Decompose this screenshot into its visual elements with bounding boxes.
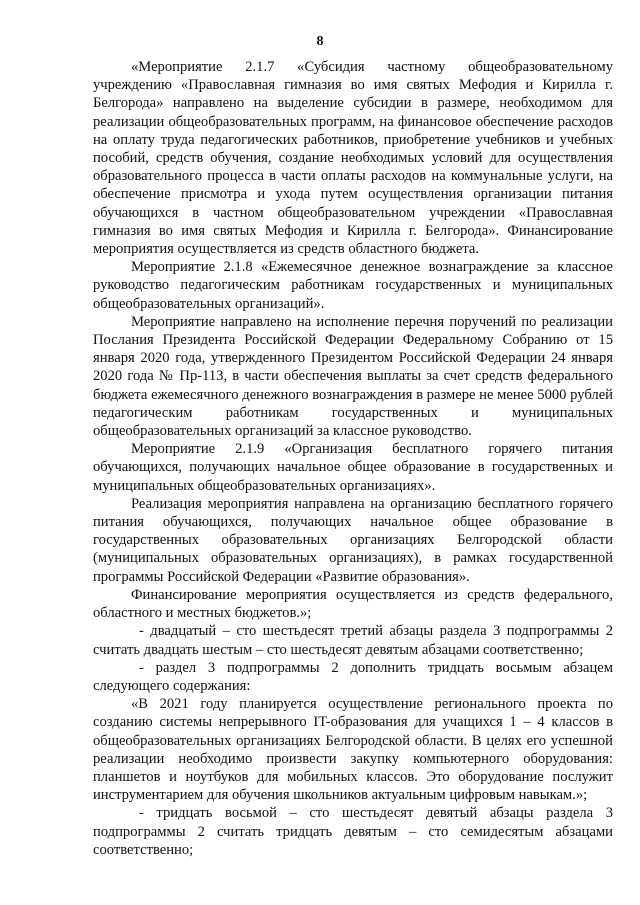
document-body (93, 58, 613, 859)
paragraph-measure-2-1-7: «Мероприятие 2.1.7 «Субсидия частному общеобразовательному учреждению «Православная гимназия во имя святых Мефодия и Кирилла г. Белгорода» направлено на выделение субсидии в размере, необходимом для реализации общеобразовательных программ, на финансовое обеспечение расходов на оплату труда педагогических работников, приобретение учебников и учебных пособий, средств обучения, создание необходимых условий для осуществления образовательного процесса в части оплаты расходов на коммунальные услуги, на обеспечение присмотра и ухода путем осуществления организации питания обучающихся в частном общеобразовательном учреждении «Православная гимназия во имя святых Мефодия и Кирилла г. Белгорода». Финансирование мероприятия осуществляется из средств областного бюджета. (93, 59, 613, 258)
paragraph-measure-2-1-9-title: Мероприятие 2.1.9 «Организация бесплатного горячего питания обучающихся, получающих начальное общее образование в государственных и муниципальных общеобразовательных организациях». (93, 441, 613, 494)
page-number: 8 (316, 34, 324, 49)
paragraph-measure-2-1-8-body: Мероприятие направлено на исполнение перечня поручений по реализации Послания Президента Российской Федерации Федеральному Собранию от 15 января 2020 года, утвержденного Президентом Российской Федерации 24 января 2020 года № Пр-113, в части обеспечения выплаты за счет средств федерального бюджета ежемесячного денежного вознаграждения в размере не менее 5000 рублей педагогическим работникам государственных и муниципальных общеобразовательных организаций за классное руководство. (93, 313, 613, 440)
paragraph-measure-2-1-9-body: Реализация мероприятия направлена на организацию бесплатного горячего питания обучающихся, получающих начальное общее образование в государственных образовательных организациях Белгородской области (муниципальных образовательных организациях), в рамках государственной программы Российской Федерации «Развитие образования». (93, 495, 613, 585)
paragraph-financing: Финансирование мероприятия осуществляется из средств федерального, областного и местных бюджетов.»; (93, 586, 613, 622)
paragraph-it-education: «В 2021 году планируется осуществление регионального проекта по созданию системы непрерывного IT-образования для учащихся 1 – 4 классов в общеобразовательных организациях Белгородской области. В целях его успешной реализации необходимо произвести закупку компьютерного оборудования: планшетов и ноутбуков для мобильных классов. Это оборудование послужит инструментарием для обучения школьников актуальным цифровым навыкам.»; (93, 696, 613, 804)
paragraph-renumber-1: - двадцатый – сто шестьдесят третий абзацы раздела 3 подпрограммы 2 считать двадцать шестым – сто шестьдесят девятым абзацами соответственно; (93, 623, 613, 658)
paragraph-renumber-2: - тридцать восьмой – сто шестьдесят девятый абзацы раздела 3 подпрограммы 2 считать тридцать девятым – сто семидесятым абзацами соответственно; (93, 805, 613, 858)
paragraph-add-section: - раздел 3 подпрограммы 2 дополнить тридцать восьмым абзацем следующего содержания: (93, 659, 613, 694)
paragraph-measure-2-1-8-title: Мероприятие 2.1.8 «Ежемесячное денежное вознаграждение за классное руководство педагогическим работникам государственных и муниципальных общеобразовательных организаций». (93, 259, 613, 312)
